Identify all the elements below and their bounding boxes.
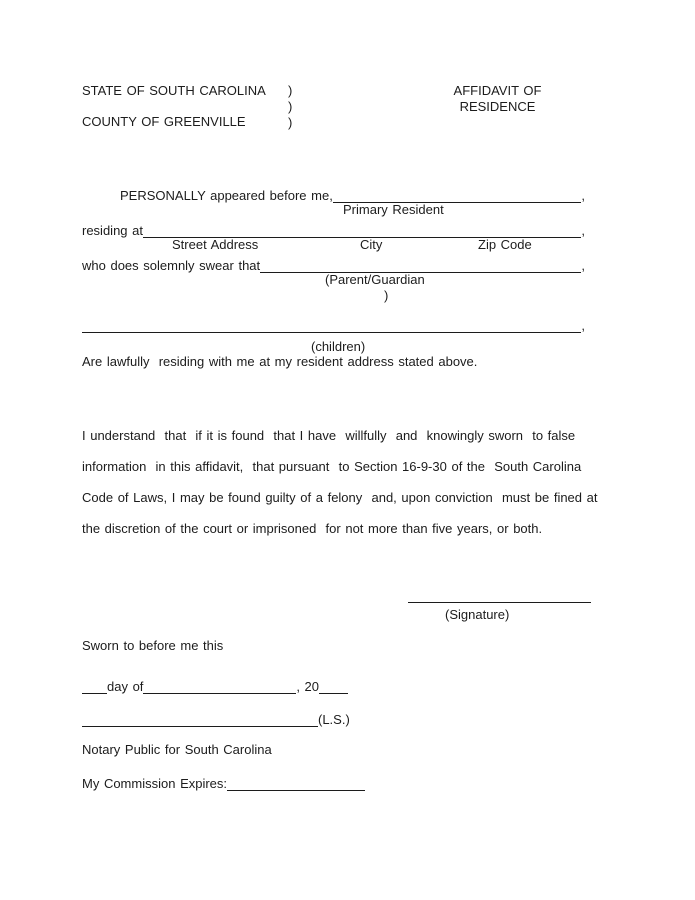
notary-signature-line [82, 710, 352, 727]
signature-blank [408, 588, 591, 603]
street-address-label: Street Address [172, 237, 259, 252]
paragraph-line-2: information in this affidavit, that pursuant to Section 16-9-30 of the South Carolina [82, 459, 582, 474]
children-comma: , [581, 318, 585, 333]
caption-paren-2: ) [288, 99, 293, 114]
year-blank [319, 677, 348, 694]
county-line: COUNTY OF GREENVILLE [82, 114, 246, 129]
residing-comma: , [581, 223, 585, 238]
notary-signature-blank [82, 710, 318, 727]
sworn-text: Sworn to before me this [82, 638, 224, 653]
state-line: STATE OF SOUTH CAROLINA [82, 83, 266, 98]
zip-code-label: Zip Code [478, 237, 532, 252]
lawfully-text: Are lawfully residing with me at my resident address stated above. [82, 354, 478, 369]
primary-resident-blank [333, 186, 582, 203]
date-line [82, 677, 348, 694]
swear-text: who does solemnly swear that [82, 258, 261, 273]
commission-text: My Commission Expires: [82, 776, 228, 791]
personally-text: PERSONALLY appeared before me, [120, 188, 333, 203]
children-blank [82, 316, 581, 333]
residing-line [82, 221, 585, 238]
signature-label: (Signature) [445, 607, 510, 622]
ls-label: (L.S.) [318, 712, 350, 727]
month-blank [143, 677, 296, 694]
primary-resident-label: Primary Resident [343, 202, 444, 217]
commission-date-blank [227, 774, 365, 791]
swear-line [82, 256, 585, 273]
parent-guardian-close-paren: ) [384, 288, 389, 303]
children-line [82, 316, 585, 333]
personally-comma: , [581, 188, 585, 203]
paragraph-line-4: the discretion of the court or imprisoned for not more than five years, or both. [82, 521, 543, 536]
notary-public-text: Notary Public for South Carolina [82, 742, 272, 757]
day-of-text: day of [107, 679, 144, 694]
day-number-blank [82, 677, 107, 694]
parent-guardian-label: (Parent/Guardian [325, 272, 425, 287]
title-line-1: AFFIDAVIT OF [453, 83, 542, 98]
swear-comma: , [581, 258, 585, 273]
document-title [425, 83, 570, 115]
caption-paren-column [288, 83, 292, 131]
year-text: , 20 [296, 679, 319, 694]
city-label: City [360, 237, 383, 252]
paragraph-line-1: I understand that if it is found that I have willfully and knowingly sworn to false [82, 428, 576, 443]
personally-line [82, 186, 585, 203]
children-label: (children) [311, 339, 366, 354]
residing-at-text: residing at [82, 223, 143, 238]
title-line-2: RESIDENCE [459, 99, 536, 114]
caption-paren-1: ) [288, 83, 293, 98]
address-blank [143, 221, 581, 238]
caption-paren-3: ) [288, 115, 293, 130]
parent-guardian-blank [260, 256, 581, 273]
commission-line [82, 774, 365, 791]
paragraph-line-3: Code of Laws, I may be found guilty of a felony and, upon conviction must be fined at [82, 490, 598, 505]
